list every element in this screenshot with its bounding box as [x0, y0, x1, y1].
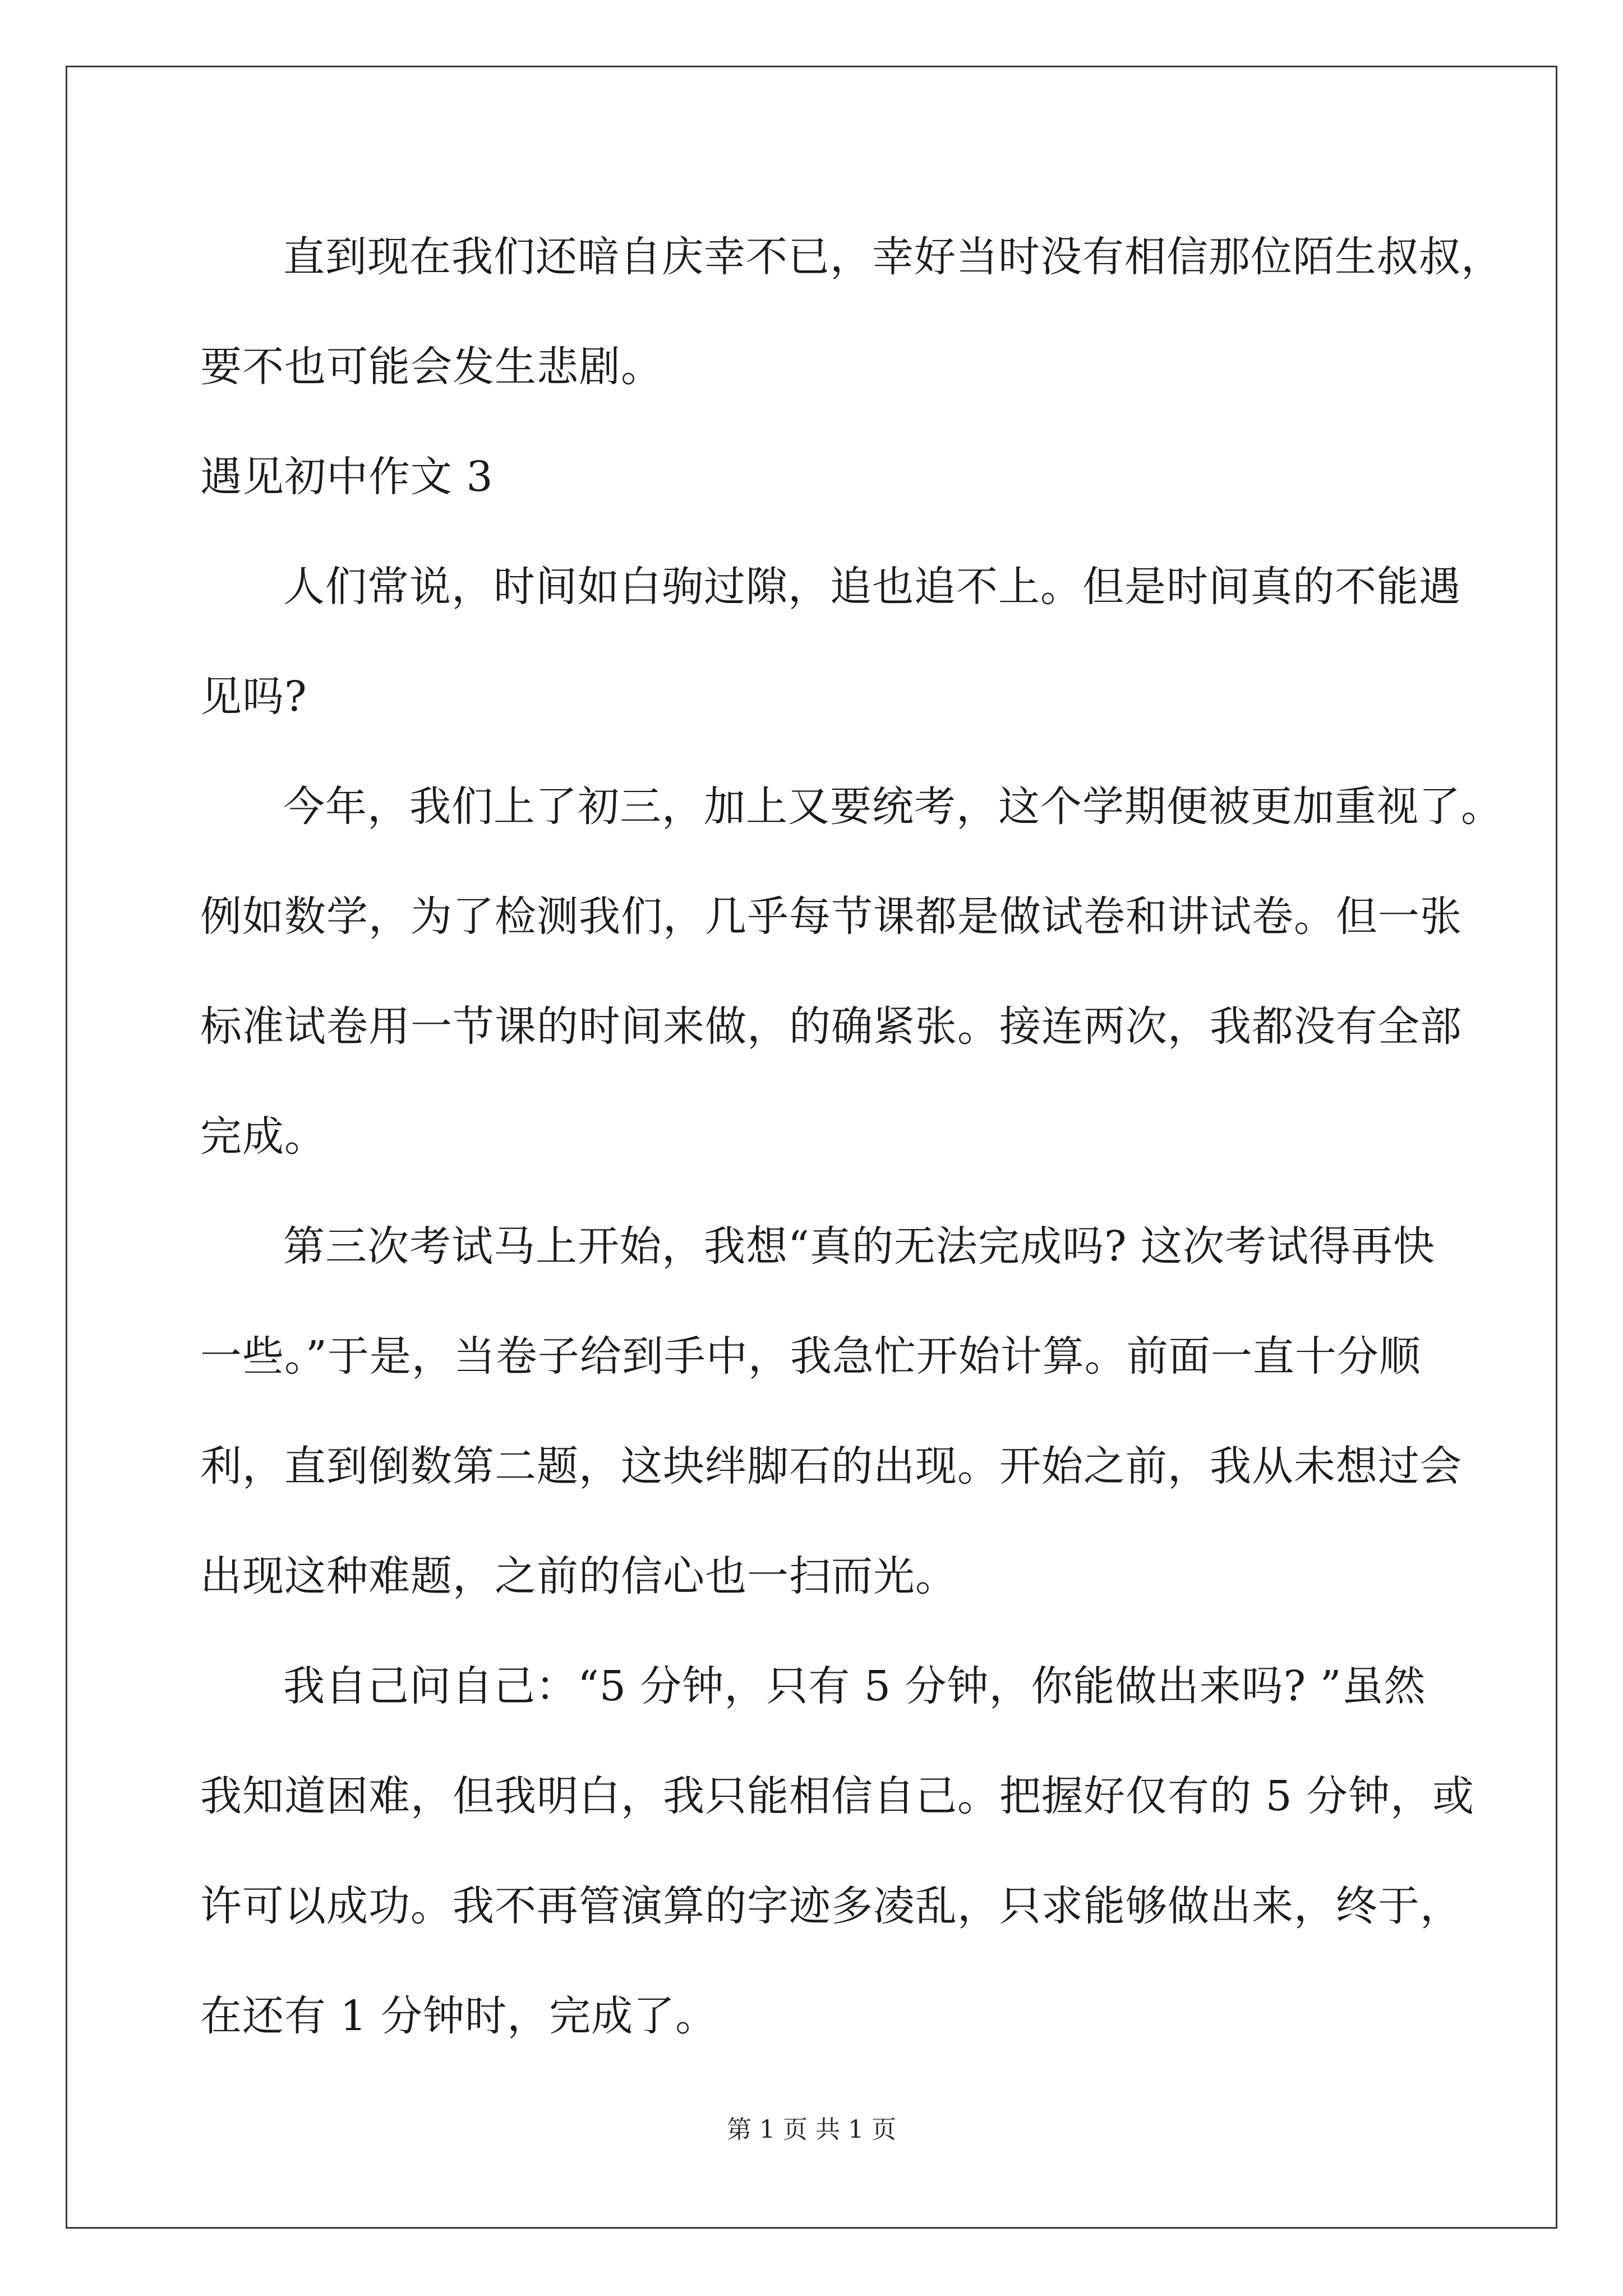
paragraph-line: 出现这种难题，之前的信心也一扫而光。 — [200, 1552, 957, 1600]
paragraph — [200, 1631, 1475, 2071]
paragraph — [200, 202, 1503, 422]
section-heading — [200, 422, 1434, 532]
paragraph-line: 许可以成功。我不再管演算的字迹多凌乱，只求能够做出来，终于， — [200, 1882, 1462, 1930]
paragraph-line: 人们常说，时间如白驹过隙，追也追不上。但是时间真的不能遇 — [283, 563, 1461, 611]
paragraph — [200, 752, 1503, 1191]
heading-text: 遇见初中作文 3 — [200, 453, 494, 501]
paragraph-line: 标准试卷用一节课的时间来做，的确紧张。接连两次，我都没有全部 — [200, 1002, 1462, 1051]
paragraph-line: 见吗? — [200, 673, 307, 721]
page-number-label: 第 1 页 共 1 页 — [727, 2115, 896, 2144]
document-body — [200, 202, 1503, 2071]
paragraph-line: 一些。”于是，当卷子给到手中，我急忙开始计算。前面一直十分顺 — [200, 1332, 1421, 1381]
paragraph-line: 我知道困难，但我明白，我只能相信自己。把握好仅有的 5 分钟，或 — [200, 1772, 1475, 1820]
paragraph-line: 第三次考试马上开始，我想“真的无法完成吗? 这次考试得再快 — [283, 1222, 1436, 1271]
paragraph-line: 完成。 — [200, 1112, 326, 1161]
paragraph-line: 直到现在我们还暗自庆幸不已，幸好当时没有相信那位陌生叔叔， — [283, 233, 1503, 281]
paragraph — [200, 532, 1461, 752]
paragraph-line: 我自己问自己：“5 分钟，只有 5 分钟，你能做出来吗? ”虽然 — [283, 1662, 1426, 1710]
page-footer — [0, 2109, 1623, 2145]
paragraph-line: 利，直到倒数第二题，这块绊脚石的出现。开始之前，我从未想过会 — [200, 1442, 1462, 1490]
paragraph-line: 在还有 1 分钟时，完成了。 — [200, 1992, 718, 2040]
paragraph-line: 例如数学，为了检测我们，几乎每节课都是做试卷和讲试卷。但一张 — [200, 892, 1462, 941]
paragraph-line: 今年，我们上了初三，加上又要统考，这个学期便被更加重视了。 — [283, 783, 1503, 831]
paragraph — [200, 1191, 1462, 1631]
paragraph-line: 要不也可能会发生悲剧。 — [200, 343, 663, 391]
